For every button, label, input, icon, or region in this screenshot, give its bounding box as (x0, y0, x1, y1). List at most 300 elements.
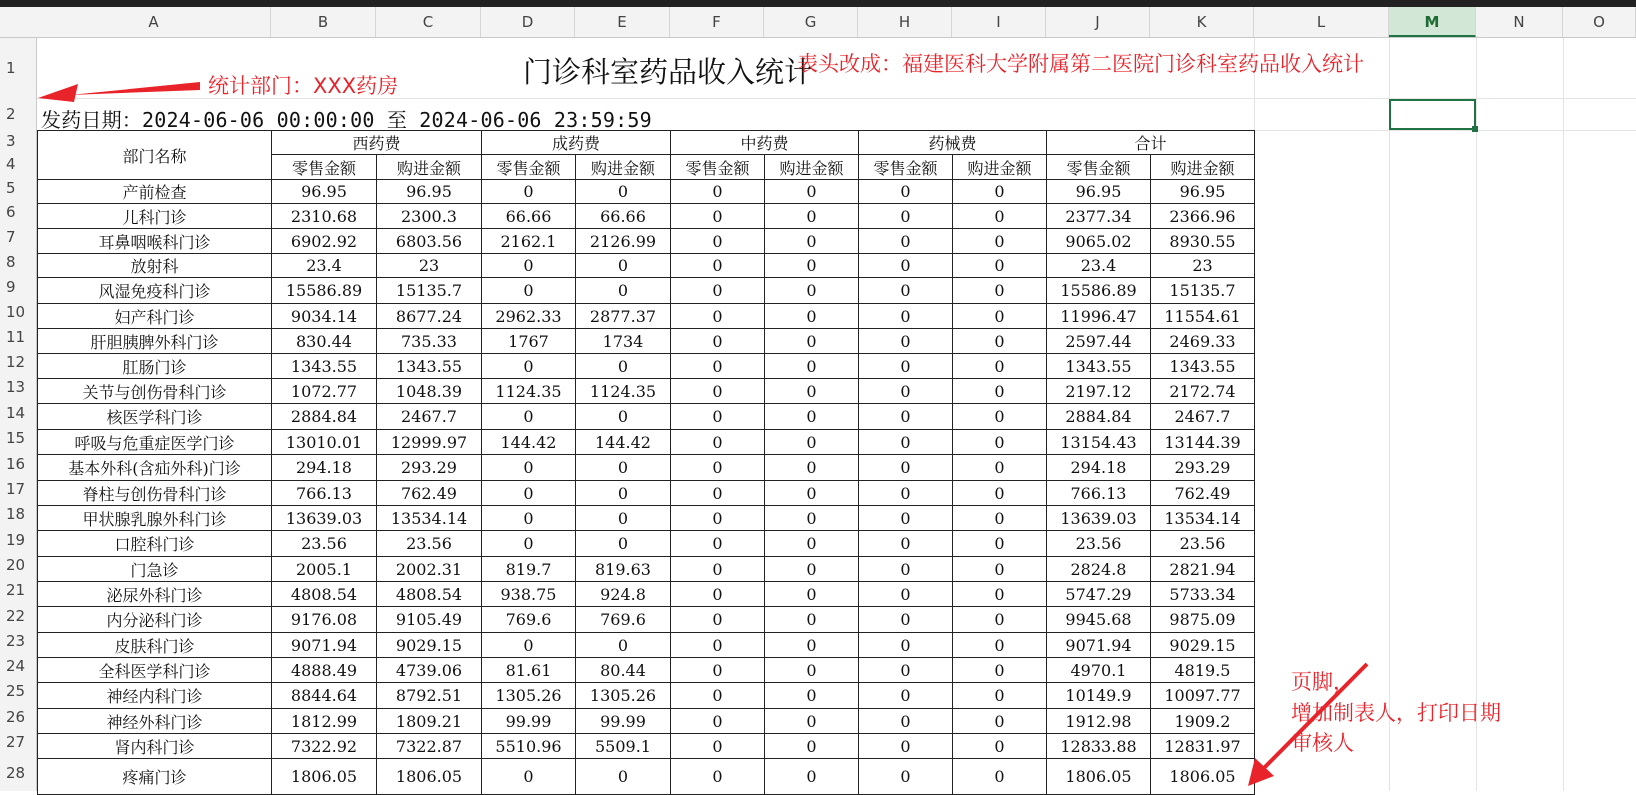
amount-cell[interactable]: 23.4 (272, 254, 377, 278)
row-header[interactable]: 15 (0, 426, 37, 451)
amount-cell[interactable]: 0 (671, 329, 765, 354)
amount-cell[interactable]: 0 (859, 734, 953, 759)
amount-cell[interactable]: 15586.89 (272, 278, 377, 304)
amount-cell[interactable]: 0 (671, 304, 765, 329)
amount-cell[interactable]: 766.13 (272, 481, 377, 506)
amount-cell[interactable]: 11554.61 (1151, 304, 1255, 329)
amount-cell[interactable]: 1343.55 (272, 354, 377, 379)
amount-cell[interactable]: 0 (671, 683, 765, 709)
amount-cell[interactable]: 0 (671, 607, 765, 633)
row-header[interactable]: 2 (0, 98, 37, 130)
amount-cell[interactable]: 0 (671, 455, 765, 481)
amount-cell[interactable]: 0 (671, 658, 765, 683)
amount-cell[interactable]: 1806.05 (377, 759, 482, 795)
department-name-cell[interactable]: 肝胆胰脾外科门诊 (38, 329, 272, 354)
amount-cell[interactable]: 23 (1151, 254, 1255, 278)
amount-cell[interactable]: 0 (765, 204, 859, 229)
amount-cell[interactable]: 1806.05 (1151, 759, 1255, 795)
amount-cell[interactable]: 0 (859, 304, 953, 329)
column-header-o[interactable]: O (1563, 7, 1636, 37)
amount-cell[interactable]: 0 (859, 709, 953, 734)
row-header[interactable]: 25 (0, 679, 37, 704)
amount-cell[interactable]: 0 (482, 481, 576, 506)
amount-cell[interactable]: 0 (859, 430, 953, 455)
department-name-cell[interactable]: 关节与创伤骨科门诊 (38, 379, 272, 404)
amount-cell[interactable]: 0 (765, 759, 859, 795)
amount-cell[interactable]: 293.29 (1151, 455, 1255, 481)
amount-cell[interactable]: 735.33 (377, 329, 482, 354)
amount-cell[interactable]: 2877.37 (576, 304, 671, 329)
amount-cell[interactable]: 4819.5 (1151, 658, 1255, 683)
amount-cell[interactable]: 0 (953, 481, 1047, 506)
amount-cell[interactable]: 0 (671, 531, 765, 557)
amount-cell[interactable]: 0 (953, 229, 1047, 254)
row-header[interactable]: 21 (0, 578, 37, 603)
amount-cell[interactable]: 1072.77 (272, 379, 377, 404)
department-name-cell[interactable]: 神经外科门诊 (38, 709, 272, 734)
amount-cell[interactable]: 0 (859, 455, 953, 481)
amount-cell[interactable]: 23.56 (272, 531, 377, 557)
amount-cell[interactable]: 0 (953, 582, 1047, 607)
amount-cell[interactable]: 0 (765, 506, 859, 531)
amount-cell[interactable]: 4808.54 (377, 582, 482, 607)
amount-cell[interactable]: 0 (671, 278, 765, 304)
amount-cell[interactable]: 15135.7 (377, 278, 482, 304)
column-header-a[interactable]: A (37, 7, 271, 37)
amount-cell[interactable]: 12999.97 (377, 430, 482, 455)
amount-cell[interactable]: 0 (482, 404, 576, 430)
amount-cell[interactable]: 0 (953, 404, 1047, 430)
column-header-n[interactable]: N (1476, 7, 1563, 37)
amount-cell[interactable]: 0 (859, 759, 953, 795)
amount-cell[interactable]: 0 (576, 506, 671, 531)
header-instruments[interactable]: 药械费 (859, 131, 1047, 155)
amount-cell[interactable]: 819.7 (482, 557, 576, 582)
subheader-retail[interactable]: 零售金额 (272, 155, 377, 180)
amount-cell[interactable]: 0 (859, 204, 953, 229)
amount-cell[interactable]: 0 (671, 229, 765, 254)
department-name-cell[interactable]: 肾内科门诊 (38, 734, 272, 759)
amount-cell[interactable]: 0 (953, 683, 1047, 709)
amount-cell[interactable]: 0 (671, 759, 765, 795)
amount-cell[interactable]: 0 (953, 759, 1047, 795)
amount-cell[interactable]: 0 (859, 582, 953, 607)
amount-cell[interactable]: 769.6 (576, 607, 671, 633)
amount-cell[interactable]: 8792.51 (377, 683, 482, 709)
column-header-k[interactable]: K (1150, 7, 1254, 37)
amount-cell[interactable]: 23.4 (1047, 254, 1151, 278)
amount-cell[interactable]: 2884.84 (1047, 404, 1151, 430)
amount-cell[interactable]: 0 (953, 329, 1047, 354)
header-patent-drug[interactable]: 成药费 (482, 131, 671, 155)
amount-cell[interactable]: 13144.39 (1151, 430, 1255, 455)
row-header[interactable]: 26 (0, 704, 37, 730)
amount-cell[interactable]: 99.99 (482, 709, 576, 734)
amount-cell[interactable]: 766.13 (1047, 481, 1151, 506)
amount-cell[interactable]: 0 (671, 709, 765, 734)
amount-cell[interactable]: 0 (482, 455, 576, 481)
amount-cell[interactable]: 10097.77 (1151, 683, 1255, 709)
amount-cell[interactable]: 13534.14 (377, 506, 482, 531)
row-header[interactable]: 4 (0, 152, 37, 176)
amount-cell[interactable]: 0 (482, 633, 576, 658)
amount-cell[interactable]: 0 (576, 531, 671, 557)
subheader-retail[interactable]: 零售金额 (482, 155, 576, 180)
amount-cell[interactable]: 1909.2 (1151, 709, 1255, 734)
amount-cell[interactable]: 96.95 (1151, 180, 1255, 204)
amount-cell[interactable]: 9029.15 (377, 633, 482, 658)
header-chinese-herb[interactable]: 中药费 (671, 131, 859, 155)
amount-cell[interactable]: 23.56 (1047, 531, 1151, 557)
amount-cell[interactable]: 1124.35 (576, 379, 671, 404)
column-header-j[interactable]: J (1046, 7, 1150, 37)
amount-cell[interactable]: 0 (953, 204, 1047, 229)
amount-cell[interactable]: 12833.88 (1047, 734, 1151, 759)
amount-cell[interactable]: 0 (765, 557, 859, 582)
amount-cell[interactable]: 0 (576, 180, 671, 204)
amount-cell[interactable]: 0 (671, 506, 765, 531)
amount-cell[interactable]: 2002.31 (377, 557, 482, 582)
amount-cell[interactable]: 0 (859, 607, 953, 633)
amount-cell[interactable]: 0 (765, 278, 859, 304)
amount-cell[interactable]: 0 (953, 254, 1047, 278)
amount-cell[interactable]: 2597.44 (1047, 329, 1151, 354)
amount-cell[interactable]: 0 (482, 354, 576, 379)
amount-cell[interactable]: 4739.06 (377, 658, 482, 683)
department-name-cell[interactable]: 核医学科门诊 (38, 404, 272, 430)
amount-cell[interactable]: 2197.12 (1047, 379, 1151, 404)
amount-cell[interactable]: 0 (953, 557, 1047, 582)
amount-cell[interactable]: 9945.68 (1047, 607, 1151, 633)
amount-cell[interactable]: 0 (859, 557, 953, 582)
row-header[interactable]: 13 (0, 375, 37, 400)
subheader-retail[interactable]: 零售金额 (859, 155, 953, 180)
amount-cell[interactable]: 9034.14 (272, 304, 377, 329)
amount-cell[interactable]: 0 (576, 278, 671, 304)
amount-cell[interactable]: 0 (859, 254, 953, 278)
row-header[interactable]: 16 (0, 451, 37, 477)
amount-cell[interactable]: 96.95 (272, 180, 377, 204)
amount-cell[interactable]: 0 (765, 180, 859, 204)
amount-cell[interactable]: 0 (953, 658, 1047, 683)
amount-cell[interactable]: 0 (859, 229, 953, 254)
row-header[interactable]: 6 (0, 200, 37, 225)
amount-cell[interactable]: 0 (671, 582, 765, 607)
row-header[interactable]: 5 (0, 176, 37, 200)
amount-cell[interactable]: 2126.99 (576, 229, 671, 254)
amount-cell[interactable]: 0 (859, 278, 953, 304)
amount-cell[interactable]: 0 (953, 734, 1047, 759)
amount-cell[interactable]: 12831.97 (1151, 734, 1255, 759)
department-name-cell[interactable]: 妇产科门诊 (38, 304, 272, 329)
amount-cell[interactable]: 0 (576, 455, 671, 481)
amount-cell[interactable]: 1343.55 (1047, 354, 1151, 379)
amount-cell[interactable]: 9029.15 (1151, 633, 1255, 658)
amount-cell[interactable]: 1806.05 (272, 759, 377, 795)
amount-cell[interactable]: 2824.8 (1047, 557, 1151, 582)
amount-cell[interactable]: 0 (671, 430, 765, 455)
amount-cell[interactable]: 2821.94 (1151, 557, 1255, 582)
amount-cell[interactable]: 0 (765, 229, 859, 254)
amount-cell[interactable]: 0 (576, 481, 671, 506)
amount-cell[interactable]: 13639.03 (1047, 506, 1151, 531)
amount-cell[interactable]: 1912.98 (1047, 709, 1151, 734)
department-name-cell[interactable]: 产前检查 (38, 180, 272, 204)
department-name-cell[interactable]: 风湿免疫科门诊 (38, 278, 272, 304)
amount-cell[interactable]: 0 (482, 278, 576, 304)
amount-cell[interactable]: 0 (953, 633, 1047, 658)
amount-cell[interactable]: 7322.87 (377, 734, 482, 759)
department-name-cell[interactable]: 呼吸与危重症医学门诊 (38, 430, 272, 455)
amount-cell[interactable]: 96.95 (1047, 180, 1151, 204)
amount-cell[interactable]: 2162.1 (482, 229, 576, 254)
amount-cell[interactable]: 0 (482, 180, 576, 204)
amount-cell[interactable]: 0 (765, 709, 859, 734)
amount-cell[interactable]: 0 (859, 404, 953, 430)
amount-cell[interactable]: 0 (765, 481, 859, 506)
amount-cell[interactable]: 0 (765, 379, 859, 404)
amount-cell[interactable]: 0 (765, 254, 859, 278)
amount-cell[interactable]: 4970.1 (1047, 658, 1151, 683)
amount-cell[interactable]: 0 (765, 531, 859, 557)
amount-cell[interactable]: 0 (859, 531, 953, 557)
column-header-f[interactable]: F (670, 7, 764, 37)
amount-cell[interactable]: 0 (953, 531, 1047, 557)
amount-cell[interactable]: 9105.49 (377, 607, 482, 633)
amount-cell[interactable]: 2469.33 (1151, 329, 1255, 354)
amount-cell[interactable]: 66.66 (482, 204, 576, 229)
row-header[interactable]: 20 (0, 553, 37, 578)
department-name-cell[interactable]: 儿科门诊 (38, 204, 272, 229)
amount-cell[interactable]: 99.99 (576, 709, 671, 734)
amount-cell[interactable]: 8677.24 (377, 304, 482, 329)
amount-cell[interactable]: 6803.56 (377, 229, 482, 254)
amount-cell[interactable]: 80.44 (576, 658, 671, 683)
amount-cell[interactable]: 0 (765, 329, 859, 354)
column-header-l[interactable]: L (1254, 7, 1389, 37)
amount-cell[interactable]: 96.95 (377, 180, 482, 204)
amount-cell[interactable]: 0 (765, 404, 859, 430)
amount-cell[interactable]: 0 (671, 404, 765, 430)
amount-cell[interactable]: 0 (671, 254, 765, 278)
amount-cell[interactable]: 769.6 (482, 607, 576, 633)
amount-cell[interactable]: 10149.9 (1047, 683, 1151, 709)
amount-cell[interactable]: 0 (953, 709, 1047, 734)
amount-cell[interactable]: 0 (576, 759, 671, 795)
department-name-cell[interactable]: 肛肠门诊 (38, 354, 272, 379)
amount-cell[interactable]: 5747.29 (1047, 582, 1151, 607)
amount-cell[interactable]: 9065.02 (1047, 229, 1151, 254)
amount-cell[interactable]: 0 (765, 582, 859, 607)
amount-cell[interactable]: 1809.21 (377, 709, 482, 734)
amount-cell[interactable]: 2300.3 (377, 204, 482, 229)
amount-cell[interactable]: 0 (482, 506, 576, 531)
amount-cell[interactable]: 0 (953, 354, 1047, 379)
department-name-cell[interactable]: 耳鼻咽喉科门诊 (38, 229, 272, 254)
department-name-cell[interactable]: 基本外科(含疝外科)门诊 (38, 455, 272, 481)
department-name-cell[interactable]: 疼痛门诊 (38, 759, 272, 795)
amount-cell[interactable]: 0 (671, 481, 765, 506)
amount-cell[interactable]: 1048.39 (377, 379, 482, 404)
row-header[interactable]: 27 (0, 730, 37, 755)
amount-cell[interactable]: 762.49 (377, 481, 482, 506)
amount-cell[interactable]: 294.18 (272, 455, 377, 481)
amount-cell[interactable]: 1305.26 (482, 683, 576, 709)
amount-cell[interactable]: 0 (859, 481, 953, 506)
amount-cell[interactable]: 1343.55 (1151, 354, 1255, 379)
row-header[interactable]: 14 (0, 400, 37, 426)
amount-cell[interactable]: 0 (765, 734, 859, 759)
subheader-purchase[interactable]: 购进金额 (953, 155, 1047, 180)
department-name-cell[interactable]: 门急诊 (38, 557, 272, 582)
amount-cell[interactable]: 0 (765, 607, 859, 633)
amount-cell[interactable]: 924.8 (576, 582, 671, 607)
amount-cell[interactable]: 0 (859, 180, 953, 204)
amount-cell[interactable]: 6902.92 (272, 229, 377, 254)
amount-cell[interactable]: 5510.96 (482, 734, 576, 759)
amount-cell[interactable]: 0 (953, 304, 1047, 329)
amount-cell[interactable]: 0 (576, 254, 671, 278)
amount-cell[interactable]: 9176.08 (272, 607, 377, 633)
amount-cell[interactable]: 15586.89 (1047, 278, 1151, 304)
amount-cell[interactable]: 0 (859, 658, 953, 683)
amount-cell[interactable]: 0 (765, 658, 859, 683)
amount-cell[interactable]: 13010.01 (272, 430, 377, 455)
amount-cell[interactable]: 23.56 (1151, 531, 1255, 557)
amount-cell[interactable]: 0 (953, 379, 1047, 404)
column-header-d[interactable]: D (481, 7, 575, 37)
amount-cell[interactable]: 2467.7 (1151, 404, 1255, 430)
amount-cell[interactable]: 2366.96 (1151, 204, 1255, 229)
amount-cell[interactable]: 8844.64 (272, 683, 377, 709)
amount-cell[interactable]: 2377.34 (1047, 204, 1151, 229)
amount-cell[interactable]: 0 (953, 180, 1047, 204)
header-western-drug[interactable]: 西药费 (272, 131, 482, 155)
amount-cell[interactable]: 5733.34 (1151, 582, 1255, 607)
department-name-cell[interactable]: 脊柱与创伤骨科门诊 (38, 481, 272, 506)
department-name-cell[interactable]: 泌尿外科门诊 (38, 582, 272, 607)
amount-cell[interactable]: 0 (482, 254, 576, 278)
row-header[interactable]: 18 (0, 502, 37, 527)
amount-cell[interactable]: 0 (765, 683, 859, 709)
amount-cell[interactable]: 81.61 (482, 658, 576, 683)
amount-cell[interactable]: 144.42 (576, 430, 671, 455)
amount-cell[interactable]: 0 (576, 633, 671, 658)
amount-cell[interactable]: 2005.1 (272, 557, 377, 582)
amount-cell[interactable]: 0 (953, 278, 1047, 304)
amount-cell[interactable]: 0 (859, 379, 953, 404)
amount-cell[interactable]: 1812.99 (272, 709, 377, 734)
amount-cell[interactable]: 0 (765, 304, 859, 329)
department-name-cell[interactable]: 内分泌科门诊 (38, 607, 272, 633)
amount-cell[interactable]: 23.56 (377, 531, 482, 557)
amount-cell[interactable]: 0 (859, 329, 953, 354)
amount-cell[interactable]: 144.42 (482, 430, 576, 455)
amount-cell[interactable]: 0 (953, 430, 1047, 455)
subheader-purchase[interactable]: 购进金额 (765, 155, 859, 180)
amount-cell[interactable]: 762.49 (1151, 481, 1255, 506)
subheader-retail[interactable]: 零售金额 (671, 155, 765, 180)
column-header-h[interactable]: H (858, 7, 952, 37)
column-header-g[interactable]: G (764, 7, 858, 37)
amount-cell[interactable]: 0 (859, 506, 953, 531)
amount-cell[interactable]: 1343.55 (377, 354, 482, 379)
amount-cell[interactable]: 2467.7 (377, 404, 482, 430)
department-name-cell[interactable]: 神经内科门诊 (38, 683, 272, 709)
amount-cell[interactable]: 0 (671, 180, 765, 204)
amount-cell[interactable]: 8930.55 (1151, 229, 1255, 254)
department-name-cell[interactable]: 全科医学科门诊 (38, 658, 272, 683)
amount-cell[interactable]: 1734 (576, 329, 671, 354)
department-name-cell[interactable]: 口腔科门诊 (38, 531, 272, 557)
row-header[interactable]: 17 (0, 477, 37, 502)
amount-cell[interactable]: 0 (765, 455, 859, 481)
amount-cell[interactable]: 2962.33 (482, 304, 576, 329)
amount-cell[interactable]: 0 (671, 734, 765, 759)
amount-cell[interactable]: 1806.05 (1047, 759, 1151, 795)
header-total[interactable]: 合计 (1047, 131, 1255, 155)
row-header[interactable]: 23 (0, 629, 37, 654)
amount-cell[interactable]: 293.29 (377, 455, 482, 481)
row-header[interactable]: 12 (0, 350, 37, 375)
header-department[interactable]: 部门名称 (38, 131, 272, 180)
row-header[interactable]: 8 (0, 250, 37, 274)
amount-cell[interactable]: 0 (482, 759, 576, 795)
amount-cell[interactable]: 11996.47 (1047, 304, 1151, 329)
row-header[interactable]: 7 (0, 225, 37, 250)
amount-cell[interactable]: 938.75 (482, 582, 576, 607)
amount-cell[interactable]: 294.18 (1047, 455, 1151, 481)
amount-cell[interactable]: 0 (953, 506, 1047, 531)
amount-cell[interactable]: 0 (765, 633, 859, 658)
row-header[interactable]: 3 (0, 130, 37, 152)
subheader-retail[interactable]: 零售金额 (1047, 155, 1151, 180)
amount-cell[interactable]: 66.66 (576, 204, 671, 229)
amount-cell[interactable]: 0 (482, 531, 576, 557)
amount-cell[interactable]: 15135.7 (1151, 278, 1255, 304)
amount-cell[interactable]: 0 (671, 557, 765, 582)
column-header-i[interactable]: I (952, 7, 1046, 37)
amount-cell[interactable]: 0 (953, 607, 1047, 633)
amount-cell[interactable]: 4808.54 (272, 582, 377, 607)
amount-cell[interactable]: 0 (859, 633, 953, 658)
amount-cell[interactable]: 0 (765, 354, 859, 379)
column-header-e[interactable]: E (575, 7, 670, 37)
amount-cell[interactable]: 13639.03 (272, 506, 377, 531)
amount-cell[interactable]: 0 (953, 455, 1047, 481)
row-header[interactable]: 9 (0, 274, 37, 300)
amount-cell[interactable]: 0 (671, 633, 765, 658)
amount-cell[interactable]: 5509.1 (576, 734, 671, 759)
amount-cell[interactable]: 7322.92 (272, 734, 377, 759)
row-header[interactable]: 28 (0, 755, 37, 791)
amount-cell[interactable]: 819.63 (576, 557, 671, 582)
subheader-purchase[interactable]: 购进金额 (576, 155, 671, 180)
amount-cell[interactable]: 9071.94 (272, 633, 377, 658)
amount-cell[interactable]: 9071.94 (1047, 633, 1151, 658)
department-name-cell[interactable]: 甲状腺乳腺外科门诊 (38, 506, 272, 531)
row-header[interactable]: 24 (0, 654, 37, 679)
row-header[interactable]: 22 (0, 603, 37, 629)
subheader-purchase[interactable]: 购进金额 (1151, 155, 1255, 180)
amount-cell[interactable]: 0 (859, 354, 953, 379)
amount-cell[interactable]: 1767 (482, 329, 576, 354)
amount-cell[interactable]: 0 (671, 379, 765, 404)
row-header[interactable]: 1 (0, 38, 37, 98)
column-header-c[interactable]: C (376, 7, 481, 37)
department-name-cell[interactable]: 皮肤科门诊 (38, 633, 272, 658)
row-header[interactable]: 11 (0, 325, 37, 350)
